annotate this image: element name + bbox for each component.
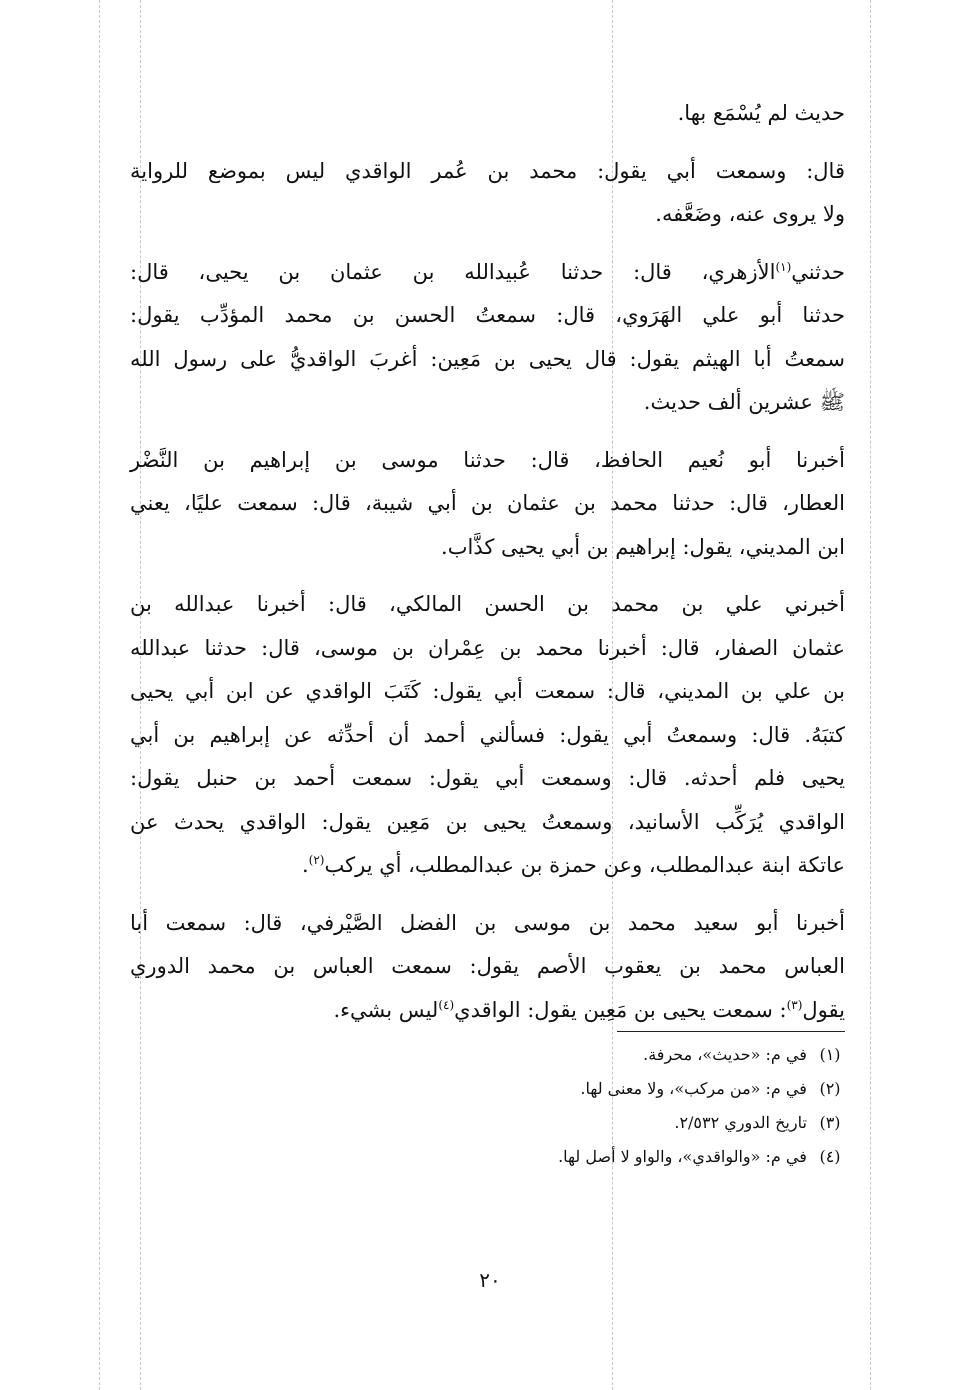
footnote-marker[interactable]: (٣): [786, 997, 803, 1012]
page-number: ٢٠: [479, 1268, 501, 1292]
footnote-marker[interactable]: (١): [775, 259, 792, 274]
text-line: حدثني$^{(١)}$الأزهري، قال: حدثنا عُبيدالله بن عثمان بن يحيى، قال:: [130, 259, 845, 284]
text-line: يقول$^{(٣)}$: سمعت يحيى بن مَعِين يقول: الواقدي$^{(٤)}$ليس بشيء.: [333, 997, 845, 1022]
footnote: [300, 1106, 848, 1140]
text-line: سمعتُ أبا الهيثم يقول: قال يحيى بن مَعِين: أغربَ الواقديُّ على رسول الله: [130, 346, 845, 371]
text-line: ﷺ عشرين ألف حديث.: [643, 390, 845, 414]
text-line: يحيى فلم أحدثه. قال: وسمعت أبي يقول: سمعت أحمد بن حنبل يقول:: [130, 766, 845, 790]
text-line: العباس محمد بن يعقوب الأصم يقول: سمعت العباس بن محمد الدوري: [130, 954, 845, 978]
guide-line: [99, 0, 100, 1390]
paragraph: [130, 92, 845, 136]
text-line: عثمان الصفار، قال: أخبرنا محمد بن عِمْران بن موسى، قال: حدثنا عبدالله: [130, 635, 845, 660]
text-line: أخبرني علي بن محمد بن الحسن المالكي، قال: أخبرنا عبدالله بن: [130, 592, 845, 616]
paragraph: [130, 439, 845, 570]
footnotes: [300, 1038, 848, 1174]
text-line: بن علي بن المديني، قال: سمعت أبي يقول: كَتَبَ الواقدي عن ابن أبي يحيى: [130, 679, 845, 703]
footnote-marker[interactable]: (٢): [308, 853, 325, 867]
text-line: حديث لم يُسْمَع بها.: [677, 101, 845, 125]
footnote-number: (٣): [819, 1113, 841, 1132]
footnote-number: (٤): [819, 1147, 841, 1166]
text-line: عاتكة ابنة عبدالمطلب، وعن حمزة بن عبدالمطلب، أي يركب$^{(٢)}$.: [301, 853, 845, 877]
footnote-text: في م: «حديث»، محرفة.: [643, 1045, 807, 1064]
body-text: [130, 92, 845, 1046]
text-line: أخبرنا أبو سعيد محمد بن موسى بن الفضل الصَّيْرفي، قال: سمعت أبا: [130, 910, 845, 935]
footnote-text: تاريخ الدوري ٢/٥٣٢.: [674, 1113, 807, 1132]
paragraph: [130, 902, 845, 1033]
text-line: ولا يروى عنه، وضَعَّفه.: [655, 202, 845, 226]
footnote-number: (٢): [819, 1079, 841, 1098]
text-line: الواقدي يُرَكِّب الأسانيد، وسمعتُ يحيى بن مَعِين يقول: الواقدي يحدث عن: [130, 809, 845, 834]
paragraph: [130, 150, 845, 237]
footnote-rule: [617, 1031, 845, 1032]
footnote: [300, 1072, 848, 1106]
text-line: كتبَهُ. قال: وسمعتُ أبي يقول: فسألني أحمد أن أحدِّثه عن إبراهيم بن أبي: [130, 722, 845, 747]
text-line: العطار، قال: حدثنا محمد بن عثمان بن أبي شيبة، قال: سمعت عليًا، يعني: [130, 491, 845, 515]
footnote: [300, 1140, 848, 1174]
text-line: قال: وسمعت أبي يقول: محمد بن عُمر الواقدي ليس بموضع للرواية: [130, 158, 845, 183]
guide-line: [870, 0, 871, 1390]
footnote-number: (١): [819, 1045, 841, 1064]
text-line: أخبرنا أبو نُعيم الحافظ، قال: حدثنا موسى بن إبراهيم بن النَّضْر: [130, 447, 845, 472]
text-line: حدثنا أبو علي الهَرَوي، قال: سمعتُ الحسن بن محمد المؤدِّب يقول:: [130, 303, 845, 327]
text-line: ابن المديني، يقول: إبراهيم بن أبي يحيى كذَّاب.: [441, 534, 845, 559]
footnote: [300, 1038, 848, 1072]
footnote-text: في م: «من مركب»، ولا معنى لها.: [580, 1079, 807, 1098]
paragraph: [130, 251, 845, 425]
paragraph: [130, 583, 845, 888]
footnote-marker[interactable]: (٤): [438, 997, 455, 1012]
footnote-text: في م: «والواقدي»، والواو لا أصل لها.: [558, 1147, 807, 1166]
